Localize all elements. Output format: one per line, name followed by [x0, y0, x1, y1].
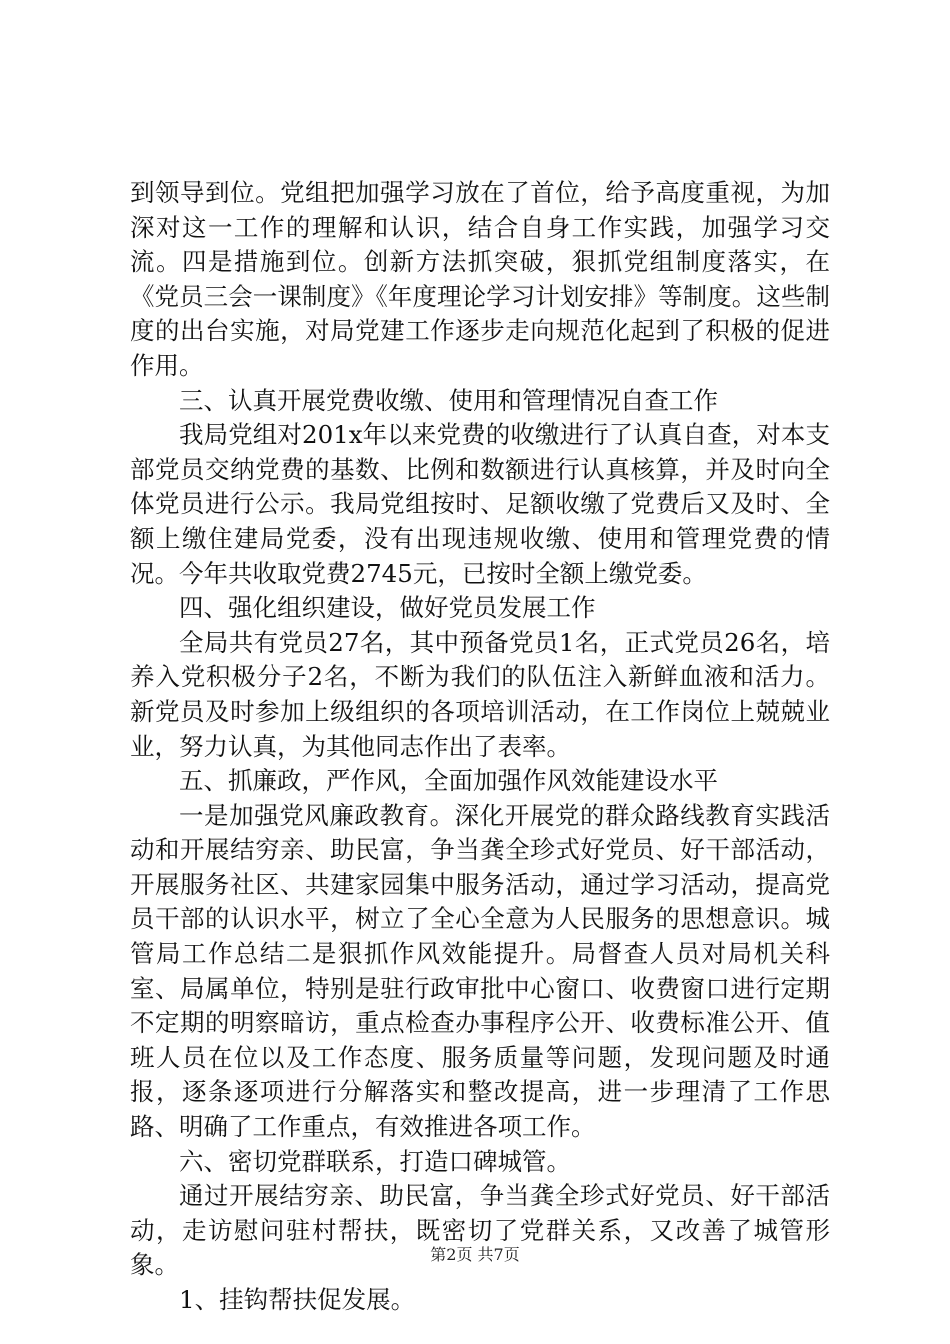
paragraph-members: 全局共有党员27名，其中预备党员1名，正式党员26名，培养入党积极分子2名，不断为我们的队伍注入新鲜血液和活力。新党员及时参加上级组织的各项培训活动，在工作岗位上兢兢业业，努力认真，为其他同志作出了表率。 [130, 627, 830, 761]
paragraph-integrity: 一是加强党风廉政教育。深化开展党的群众路线教育实践活动和开展结穷亲、助民富，争当龚全珍式好党员、好干部活动，开展服务社区、共建家园集中服务活动，通过学习活动，提高党员干部的认识水平，树立了全心全意为人民服务的思想意识。城管局工作总结二是狠抓作风效能提升。局督查人员对局机关科室、局属单位，特别是驻行政审批中心窗口、收费窗口进行定期不定期的明察暗访，重点检查办事程序公开、收费标准公开、值班人员在位以及工作态度、服务质量等问题，发现问题及时通报，逐条逐项进行分解落实和整改提高，进一步理清了工作思路、明确了工作重点，有效推进各项工作。 [130, 800, 830, 1142]
paragraph-continued: 到领导到位。党组把加强学习放在了首位，给予高度重视，为加深对这一工作的理解和认识，结合自身工作实践，加强学习交流。四是措施到位。创新方法抓突破，狠抓党组制度落实，在《党员三会一课制度》《年度理论学习计划安排》等制度。这些制度的出台实施，对局党建工作逐步走向规范化起到了积极的促进作用。 [130, 178, 830, 380]
section-heading-6: 六、密切党群联系，打造口碑城管。 [179, 1146, 571, 1176]
page-number: 第2页 共7页 [430, 1245, 520, 1264]
paragraph-relations: 通过开展结穷亲、助民富，争当龚全珍式好党员、好干部活动，走访慰问驻村帮扶，既密切了党群关系，又改善了城管形象。 [130, 1181, 830, 1280]
subsection-heading-1: 1、挂钩帮扶促发展。 [179, 1285, 416, 1314]
paragraph-party-fees: 我局党组对201x年以来党费的收缴进行了认真自查，对本支部党员交纳党费的基数、比例和数额进行认真核算，并及时向全体党员进行公示。我局党组按时、足额收缴了党费后又及时、全额上缴住建局党委，没有出现违规收缴、使用和管理党费的情况。今年共收取党费2745元，已按时全额上缴党委。 [130, 420, 830, 588]
section-heading-3: 三、认真开展党费收缴、使用和管理情况自查工作 [179, 385, 718, 415]
document-body [130, 176, 830, 1318]
section-heading-4: 四、强化组织建设，做好党员发展工作 [179, 593, 596, 623]
page-footer [0, 1242, 950, 1265]
section-heading-5: 五、抓廉政，严作风，全面加强作风效能建设水平 [179, 766, 718, 796]
